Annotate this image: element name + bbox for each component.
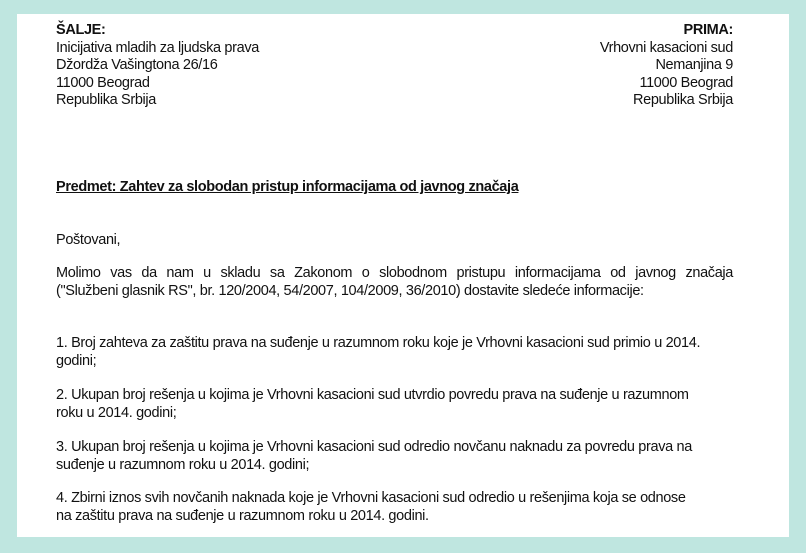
item-line: suđenje u razumnom roku u 2014. godini; [56,456,310,473]
recipient-heading: PRIMA: [683,22,733,38]
recipient-line: Republika Srbija [633,92,733,108]
sender-address [56,22,259,110]
sender-line: Džordža Vašingtona 26/16 [56,57,218,73]
item-line: na zaštitu prava na suđenje u razumnom roku u 2014. godini. [56,507,429,524]
request-item-1 [56,335,700,370]
subject-line: Predmet: Zahtev za slobodan pristup informacijama od javnog značaja [56,179,519,195]
item-line: 1. Broj zahteva za zaštitu prava na suđenje u razumnom roku koje je Vrhovni kasacioni sud primio u 2014. [56,335,701,351]
intro-line: ("Službeni glasnik RS", br. 120/2004, 54/2007, 104/2009, 36/2010) dostavite sledeće informacije: [56,282,644,299]
item-line: 2. Ukupan broj rešenja u kojima je Vrhovni kasacioni sud utvrdio povredu prava na suđenje u razumnom [56,387,689,403]
recipient-line: Nemanjina 9 [655,57,733,73]
item-line: roku u 2014. godini; [56,404,177,421]
sender-heading: ŠALJE: [56,22,106,38]
request-item-4 [56,490,686,525]
item-line: godini; [56,352,97,369]
request-item-3 [56,439,692,474]
sender-line: 11000 Beograd [56,74,150,91]
recipient-address [600,22,733,110]
intro-paragraph [56,265,733,300]
sender-line: Inicijativa mladih za ljudska prava [56,39,259,56]
recipient-line: Vrhovni kasacioni sud [599,39,733,56]
document-page [17,14,789,537]
request-item-2 [56,387,689,422]
recipient-line: 11000 Beograd [639,74,733,91]
intro-line: Molimo vas da nam u skladu sa Zakonom o slobodnom pristupu informacijama od javnog značaja [56,265,733,281]
item-line: 4. Zbirni iznos svih novčanih naknada koje je Vrhovni kasacioni sud odredio u rešenjima koja se odnose [56,490,686,506]
item-line: 3. Ukupan broj rešenja u kojima je Vrhovni kasacioni sud odredio novčanu naknadu za povredu prava na [56,439,692,455]
greeting: Poštovani, [56,232,121,248]
sender-line: Republika Srbija [56,92,156,108]
